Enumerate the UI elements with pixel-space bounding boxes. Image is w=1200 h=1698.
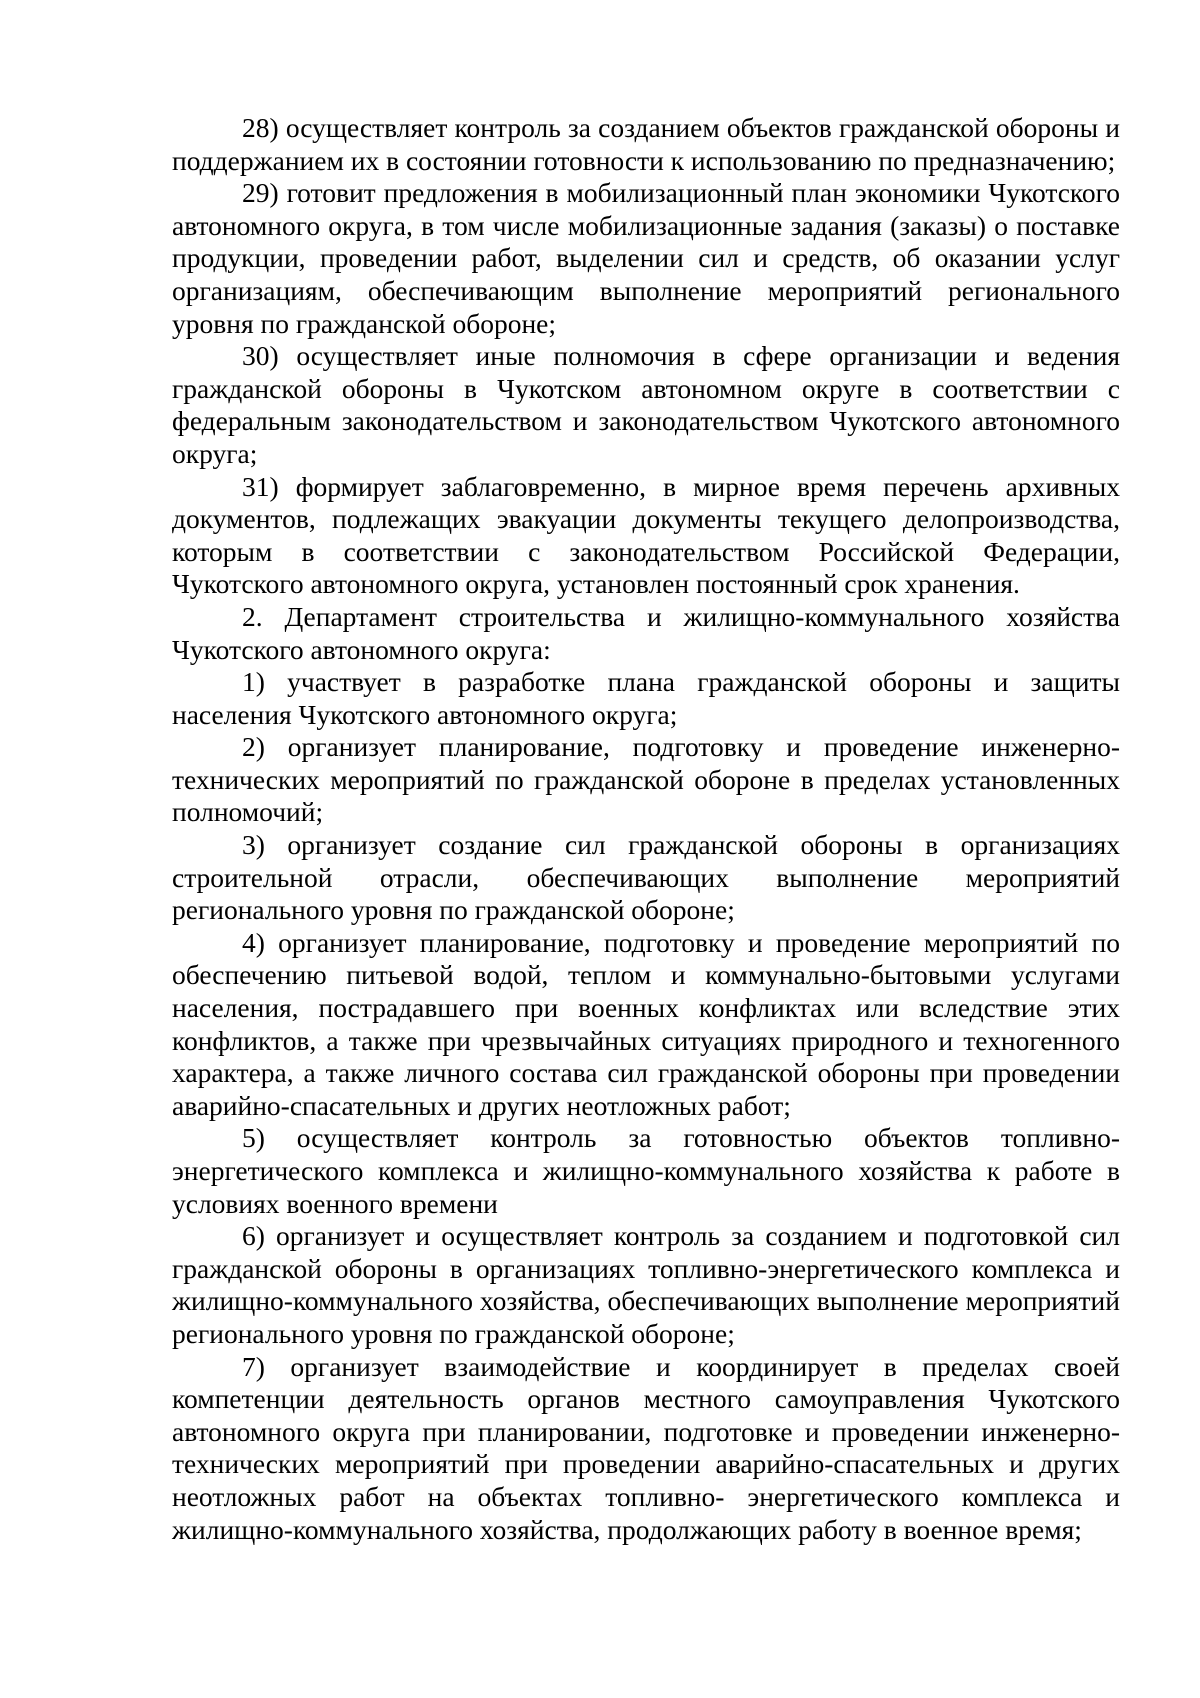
document-page xyxy=(172,112,1120,1546)
section-heading-2: 2. Департамент строительства и жилищно-коммунального хозяйства Чукотского автономного округа: xyxy=(172,600,1120,665)
paragraph-item-29: 29) готовит предложения в мобилизационный план экономики Чукотского автономного округа, в том числе мобилизационные задания (заказы) о поставке продукции, проведении работ, выделении сил и средств, об оказании услуг организациям, обеспечивающим выполнение мероприятий регионального уровня по гражданской обороне; xyxy=(172,177,1120,339)
paragraph-item-30: 30) осуществляет иные полномочия в сфере организации и ведения гражданской обороны в Чукотском автономном округе в соответствии с федеральным законодательством и законодательством Чукотского автономного округа; xyxy=(172,340,1120,469)
paragraph-item-1: 1) участвует в разработке плана гражданской обороны и защиты населения Чукотского автономного округа; xyxy=(172,666,1120,730)
paragraph-item-5: 5) осуществляет контроль за готовностью объектов топливно-энергетического комплекса и жилищно-коммунального хозяйства к работе в условиях военного времени xyxy=(172,1122,1120,1219)
paragraph-item-4: 4) организует планирование, подготовку и проведение мероприятий по обеспечению питьевой водой, теплом и коммунально-бытовыми услугами населения, пострадавшего при военных конфликтах или вследствие этих конфликтов, а также при чрезвычайных ситуациях природного и техногенного характера, а также личного состава сил гражданской обороны при проведении аварийно-спасательных и других неотложных работ; xyxy=(172,926,1120,1121)
paragraph-item-31: 31) формирует заблаговременно, в мирное время перечень архивных документов, подлежащих эвакуации документы текущего делопроизводства, которым в соответствии с законодательством Российской Федерации, Чукотского автономного округа, установлен постоянный срок хранения. xyxy=(172,470,1120,600)
paragraph-item-2: 2) организует планирование, подготовку и проведение инженерно-технических мероприятий по гражданской обороне в пределах установленных полномочий; xyxy=(172,731,1120,828)
paragraph-item-6: 6) организует и осуществляет контроль за созданием и подготовкой сил гражданской обороны в организациях топливно-энергетического комплекса и жилищно-коммунального хозяйства, обеспечивающих выполнение мероприятий регионального уровня по гражданской обороне; xyxy=(172,1220,1120,1349)
paragraph-item-28: 28) осуществляет контроль за созданием объектов гражданской обороны и поддержанием их в состоянии готовности к использованию по предназначению; xyxy=(172,112,1120,176)
paragraph-item-3: 3) организует создание сил гражданской обороны в организациях строительной отрасли, обеспечивающих выполнение мероприятий регионального уровня по гражданской обороне; xyxy=(172,829,1120,926)
paragraph-item-7: 7) организует взаимодействие и координирует в пределах своей компетенции деятельность органов местного самоуправления Чукотского автономного округа при планировании, подготовке и проведении инженерно-технических мероприятий при проведении аварийно-спасательных и других неотложных работ на объектах топливно- энергетического комплекса и жилищно-коммунального хозяйства, продолжающих работу в военное время; xyxy=(172,1350,1120,1545)
